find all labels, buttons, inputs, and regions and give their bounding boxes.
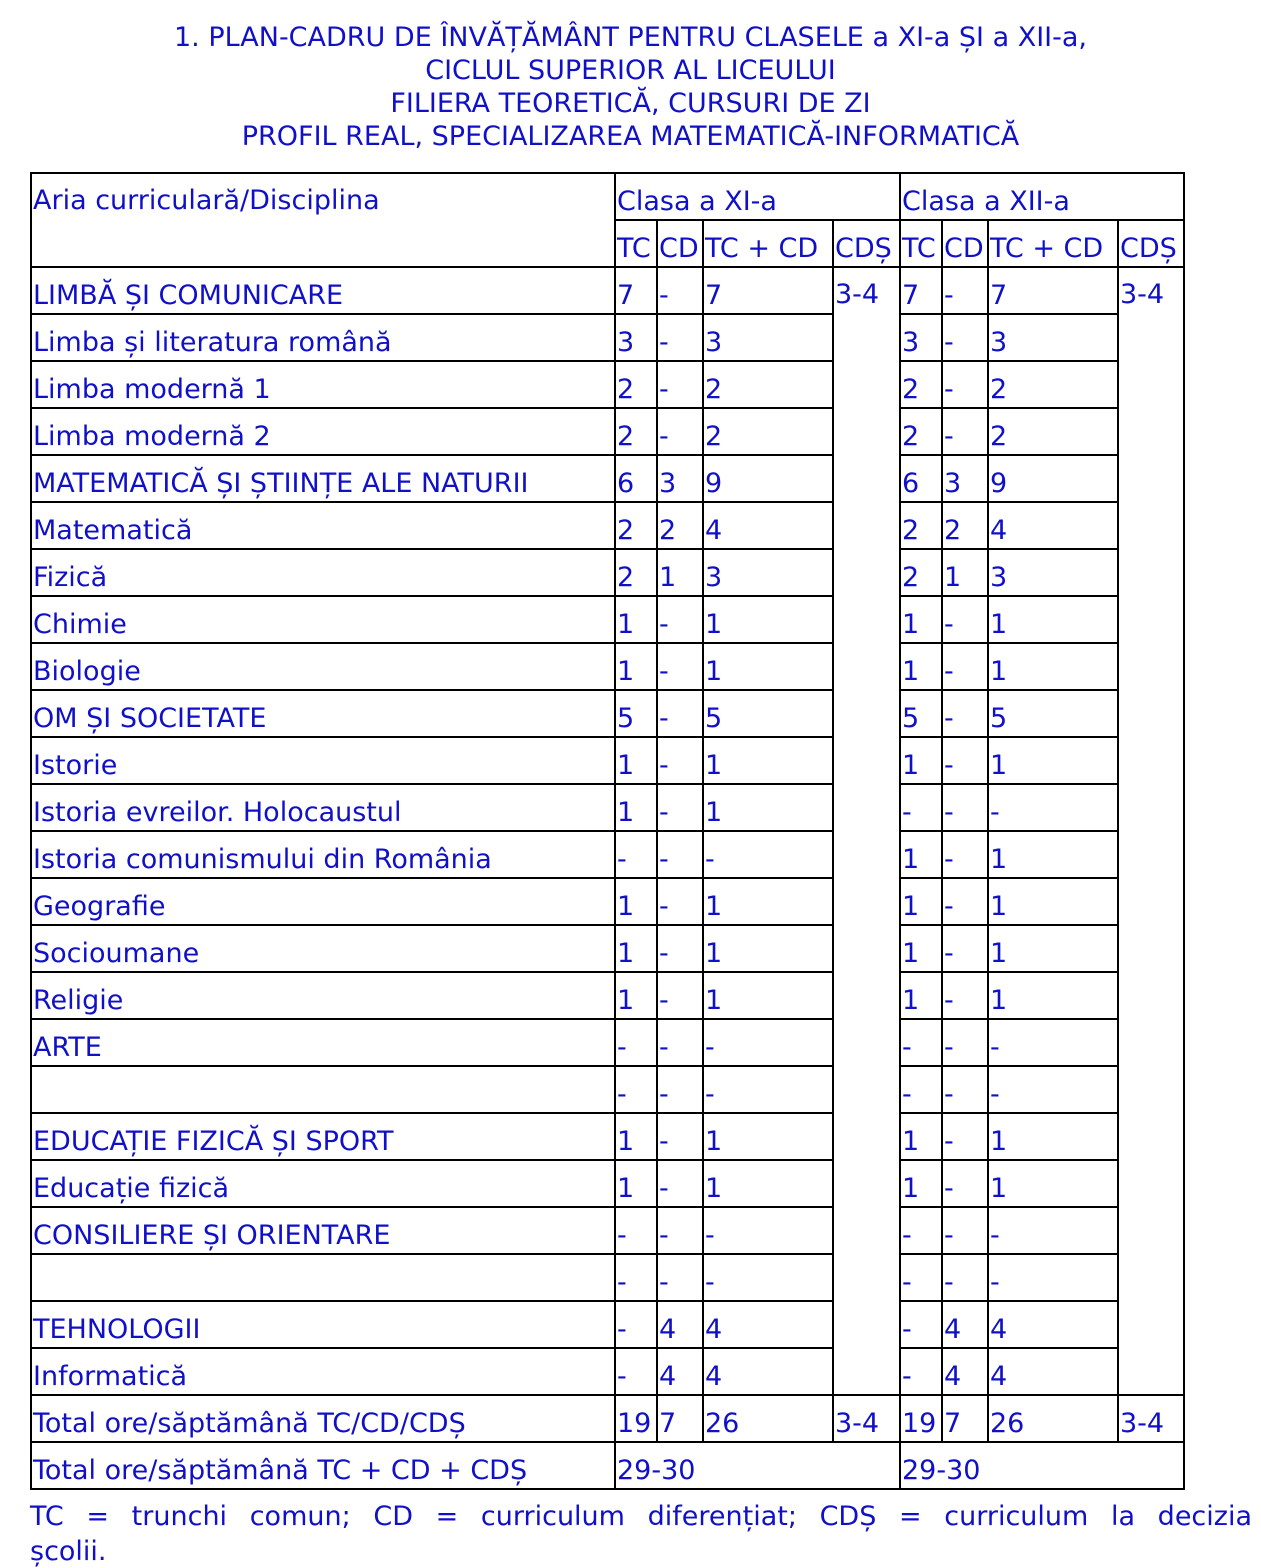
- value-cell: 1: [703, 737, 833, 784]
- discipline-cell: Geografie: [31, 878, 615, 925]
- value-cell: 2: [900, 408, 942, 455]
- value-cell: -: [657, 1254, 703, 1301]
- value-cell: -: [942, 314, 988, 361]
- value-cell: -: [703, 1066, 833, 1113]
- value-cell: 1: [657, 549, 703, 596]
- col-header: TC + CD: [988, 220, 1118, 267]
- value-cell: -: [942, 408, 988, 455]
- table-row: [31, 596, 1184, 643]
- col-header: CD: [942, 220, 988, 267]
- value-cell: -: [657, 925, 703, 972]
- value-cell: 3: [942, 455, 988, 502]
- total-row: [31, 1395, 1184, 1442]
- cds-cell: 3-4: [1118, 267, 1184, 1395]
- value-cell: 1: [900, 925, 942, 972]
- discipline-cell: Matematică: [31, 502, 615, 549]
- value-cell: -: [657, 1160, 703, 1207]
- title-line: 1. PLAN-CADRU DE ÎNVĂȚĂMÂNT PENTRU CLASELE a XI-a ȘI a XII-a,: [173, 22, 1088, 53]
- value-cell: 1: [703, 1113, 833, 1160]
- value-cell: 7: [988, 267, 1118, 314]
- value-cell: 2: [942, 502, 988, 549]
- value-cell: 5: [703, 690, 833, 737]
- value-cell: 1: [988, 878, 1118, 925]
- value-cell: 4: [942, 1348, 988, 1395]
- value-cell: 1: [900, 596, 942, 643]
- discipline-cell: [31, 1254, 615, 1301]
- discipline-cell: Istoria comunismului din România: [31, 831, 615, 878]
- value-cell: 2: [900, 361, 942, 408]
- table-row: [31, 314, 1184, 361]
- col-header: TC + CD: [703, 220, 833, 267]
- table-row: [31, 737, 1184, 784]
- value-cell: -: [900, 1348, 942, 1395]
- total-cell: 3-4: [1118, 1395, 1184, 1442]
- value-cell: 2: [900, 549, 942, 596]
- value-cell: 1: [615, 972, 657, 1019]
- value-cell: 1: [703, 643, 833, 690]
- value-cell: -: [942, 1160, 988, 1207]
- value-cell: 3: [988, 314, 1118, 361]
- table-row: [31, 643, 1184, 690]
- value-cell: 1: [900, 737, 942, 784]
- table-row: [31, 784, 1184, 831]
- discipline-cell: [31, 1066, 615, 1113]
- discipline-cell: Limba modernă 2: [31, 408, 615, 455]
- discipline-cell: Educație fizică: [31, 1160, 615, 1207]
- col-header: TC: [900, 220, 942, 267]
- value-cell: 5: [988, 690, 1118, 737]
- value-cell: -: [942, 1066, 988, 1113]
- value-cell: -: [615, 1254, 657, 1301]
- discipline-cell: CONSILIERE ȘI ORIENTARE: [31, 1207, 615, 1254]
- value-cell: 4: [657, 1348, 703, 1395]
- value-cell: -: [900, 1301, 942, 1348]
- value-cell: -: [942, 1207, 988, 1254]
- value-cell: 1: [703, 878, 833, 925]
- discipline-cell: Biologie: [31, 643, 615, 690]
- discipline-cell: Limba și literatura română: [31, 314, 615, 361]
- total-cell: 26: [988, 1395, 1118, 1442]
- table-row: [31, 408, 1184, 455]
- table-row: [31, 361, 1184, 408]
- header-row: [31, 173, 1184, 220]
- value-cell: -: [657, 737, 703, 784]
- value-cell: -: [657, 596, 703, 643]
- value-cell: -: [900, 1019, 942, 1066]
- value-cell: 4: [988, 1348, 1118, 1395]
- discipline-cell: ARTE: [31, 1019, 615, 1066]
- value-cell: 1: [988, 1113, 1118, 1160]
- value-cell: 2: [900, 502, 942, 549]
- value-cell: -: [942, 737, 988, 784]
- table-row: [31, 267, 1184, 314]
- value-cell: -: [657, 784, 703, 831]
- grand-total-cell: 29-30: [615, 1442, 900, 1489]
- table-row: [31, 1207, 1184, 1254]
- value-cell: -: [942, 831, 988, 878]
- table-row: [31, 1301, 1184, 1348]
- value-cell: 1: [988, 643, 1118, 690]
- value-cell: 1: [988, 972, 1118, 1019]
- value-cell: 1: [615, 925, 657, 972]
- value-cell: 1: [615, 1113, 657, 1160]
- value-cell: -: [657, 1066, 703, 1113]
- table-row: [31, 831, 1184, 878]
- value-cell: -: [988, 1066, 1118, 1113]
- value-cell: -: [942, 267, 988, 314]
- value-cell: -: [900, 1066, 942, 1113]
- value-cell: -: [703, 1207, 833, 1254]
- total-label: Total ore/săptămână TC/CD/CDȘ: [31, 1395, 615, 1442]
- value-cell: 3: [703, 314, 833, 361]
- value-cell: -: [615, 1019, 657, 1066]
- value-cell: -: [703, 1019, 833, 1066]
- value-cell: -: [900, 784, 942, 831]
- discipline-cell: Istoria evreilor. Holocaustul: [31, 784, 615, 831]
- value-cell: -: [942, 1113, 988, 1160]
- value-cell: 6: [615, 455, 657, 502]
- value-cell: 7: [703, 267, 833, 314]
- total-cell: 7: [657, 1395, 703, 1442]
- value-cell: 1: [900, 643, 942, 690]
- value-cell: 4: [988, 502, 1118, 549]
- value-cell: 2: [988, 361, 1118, 408]
- table-row: [31, 549, 1184, 596]
- value-cell: 1: [615, 784, 657, 831]
- total-cell: 19: [900, 1395, 942, 1442]
- value-cell: -: [615, 1066, 657, 1113]
- grand-total-row: [31, 1442, 1184, 1489]
- value-cell: -: [703, 1254, 833, 1301]
- value-cell: -: [657, 878, 703, 925]
- discipline-cell: Fizică: [31, 549, 615, 596]
- value-cell: -: [942, 361, 988, 408]
- table-row: [31, 1113, 1184, 1160]
- value-cell: 1: [703, 972, 833, 1019]
- value-cell: 3: [988, 549, 1118, 596]
- value-cell: -: [942, 643, 988, 690]
- value-cell: -: [657, 361, 703, 408]
- value-cell: 4: [942, 1301, 988, 1348]
- value-cell: 5: [615, 690, 657, 737]
- value-cell: -: [942, 784, 988, 831]
- value-cell: 1: [615, 737, 657, 784]
- total-cell: 19: [615, 1395, 657, 1442]
- value-cell: 3: [657, 455, 703, 502]
- value-cell: 6: [900, 455, 942, 502]
- value-cell: 4: [703, 502, 833, 549]
- value-cell: 1: [615, 596, 657, 643]
- value-cell: -: [900, 1254, 942, 1301]
- value-cell: -: [900, 1207, 942, 1254]
- value-cell: 3: [615, 314, 657, 361]
- value-cell: -: [657, 831, 703, 878]
- value-cell: -: [657, 972, 703, 1019]
- value-cell: -: [988, 784, 1118, 831]
- value-cell: 1: [900, 831, 942, 878]
- discipline-cell: Socioumane: [31, 925, 615, 972]
- value-cell: 2: [988, 408, 1118, 455]
- value-cell: 1: [900, 1160, 942, 1207]
- value-cell: 1: [703, 1160, 833, 1207]
- table-row: [31, 972, 1184, 1019]
- value-cell: 1: [703, 596, 833, 643]
- cds-cell: 3-4: [833, 267, 900, 1395]
- discipline-cell: Istorie: [31, 737, 615, 784]
- value-cell: -: [657, 1207, 703, 1254]
- discipline-cell: Chimie: [31, 596, 615, 643]
- value-cell: -: [988, 1207, 1118, 1254]
- legend-continued: școlii.: [30, 1536, 107, 1567]
- value-cell: 1: [988, 596, 1118, 643]
- value-cell: 3: [900, 314, 942, 361]
- value-cell: -: [988, 1019, 1118, 1066]
- col-header: CDȘ: [833, 220, 900, 267]
- value-cell: 7: [615, 267, 657, 314]
- value-cell: 1: [703, 784, 833, 831]
- value-cell: -: [942, 925, 988, 972]
- discipline-cell: TEHNOLOGII: [31, 1301, 615, 1348]
- value-cell: 7: [900, 267, 942, 314]
- value-cell: -: [657, 1019, 703, 1066]
- value-cell: 2: [703, 361, 833, 408]
- col-header: CDȘ: [1118, 220, 1184, 267]
- value-cell: 4: [657, 1301, 703, 1348]
- title-line: FILIERA TEORETICĂ, CURSURI DE ZI: [390, 88, 871, 119]
- value-cell: 2: [703, 408, 833, 455]
- area-header: Aria curriculară/Disciplina: [31, 173, 615, 267]
- value-cell: -: [657, 1113, 703, 1160]
- table-row: [31, 1348, 1184, 1395]
- discipline-cell: MATEMATICĂ ȘI ȘTIINȚE ALE NATURII: [31, 455, 615, 502]
- legend: TC = trunchi comun; CD = curriculum diferențiat; CDȘ = curriculum la decizia: [30, 1501, 1252, 1532]
- table-row: [31, 878, 1184, 925]
- table-row: [31, 1066, 1184, 1113]
- table-row: [31, 1160, 1184, 1207]
- value-cell: 2: [615, 549, 657, 596]
- table-row: [31, 455, 1184, 502]
- value-cell: 1: [900, 878, 942, 925]
- value-cell: -: [615, 1348, 657, 1395]
- title-line: CICLUL SUPERIOR AL LICEULUI: [425, 55, 836, 86]
- value-cell: 1: [942, 549, 988, 596]
- value-cell: 3: [703, 549, 833, 596]
- value-cell: -: [657, 690, 703, 737]
- document-title: [0, 0, 1261, 153]
- value-cell: 9: [703, 455, 833, 502]
- discipline-cell: Limba modernă 1: [31, 361, 615, 408]
- value-cell: 1: [988, 737, 1118, 784]
- value-cell: 1: [900, 972, 942, 1019]
- value-cell: 1: [988, 925, 1118, 972]
- curriculum-table: [30, 172, 1185, 1490]
- value-cell: -: [615, 1301, 657, 1348]
- value-cell: -: [657, 267, 703, 314]
- total-cell: 26: [703, 1395, 833, 1442]
- value-cell: 9: [988, 455, 1118, 502]
- total-cell: 7: [942, 1395, 988, 1442]
- value-cell: 4: [703, 1301, 833, 1348]
- total-cell: 3-4: [833, 1395, 900, 1442]
- value-cell: -: [942, 878, 988, 925]
- value-cell: 1: [615, 1160, 657, 1207]
- discipline-cell: OM ȘI SOCIETATE: [31, 690, 615, 737]
- table-row: [31, 690, 1184, 737]
- value-cell: -: [942, 972, 988, 1019]
- col-header: TC: [615, 220, 657, 267]
- value-cell: -: [657, 314, 703, 361]
- value-cell: -: [942, 1254, 988, 1301]
- table-row: [31, 502, 1184, 549]
- discipline-cell: Religie: [31, 972, 615, 1019]
- table-row: [31, 1019, 1184, 1066]
- value-cell: 1: [615, 878, 657, 925]
- value-cell: 4: [988, 1301, 1118, 1348]
- value-cell: -: [615, 831, 657, 878]
- value-cell: -: [942, 690, 988, 737]
- value-cell: 1: [703, 925, 833, 972]
- value-cell: 5: [900, 690, 942, 737]
- value-cell: 2: [615, 361, 657, 408]
- value-cell: -: [657, 408, 703, 455]
- title-line: PROFIL REAL, SPECIALIZAREA MATEMATICĂ-INFORMATICĂ: [241, 121, 1020, 152]
- discipline-cell: Informatică: [31, 1348, 615, 1395]
- discipline-cell: LIMBĂ ȘI COMUNICARE: [31, 267, 615, 314]
- grand-total-label: Total ore/săptămână TC + CD + CDȘ: [31, 1442, 615, 1489]
- value-cell: -: [615, 1207, 657, 1254]
- value-cell: 1: [988, 831, 1118, 878]
- table-row: [31, 925, 1184, 972]
- table-row: [31, 1254, 1184, 1301]
- value-cell: -: [942, 596, 988, 643]
- value-cell: 1: [988, 1160, 1118, 1207]
- value-cell: -: [942, 1019, 988, 1066]
- class12-header: Clasa a XII-a: [900, 173, 1184, 220]
- value-cell: -: [988, 1254, 1118, 1301]
- discipline-cell: EDUCAȚIE FIZICĂ ȘI SPORT: [31, 1113, 615, 1160]
- value-cell: -: [703, 831, 833, 878]
- value-cell: 2: [657, 502, 703, 549]
- value-cell: -: [657, 643, 703, 690]
- grand-total-cell: 29-30: [900, 1442, 1184, 1489]
- value-cell: 1: [900, 1113, 942, 1160]
- col-header: CD: [657, 220, 703, 267]
- value-cell: 4: [703, 1348, 833, 1395]
- class11-header: Clasa a XI-a: [615, 173, 900, 220]
- value-cell: 1: [615, 643, 657, 690]
- value-cell: 2: [615, 502, 657, 549]
- value-cell: 2: [615, 408, 657, 455]
